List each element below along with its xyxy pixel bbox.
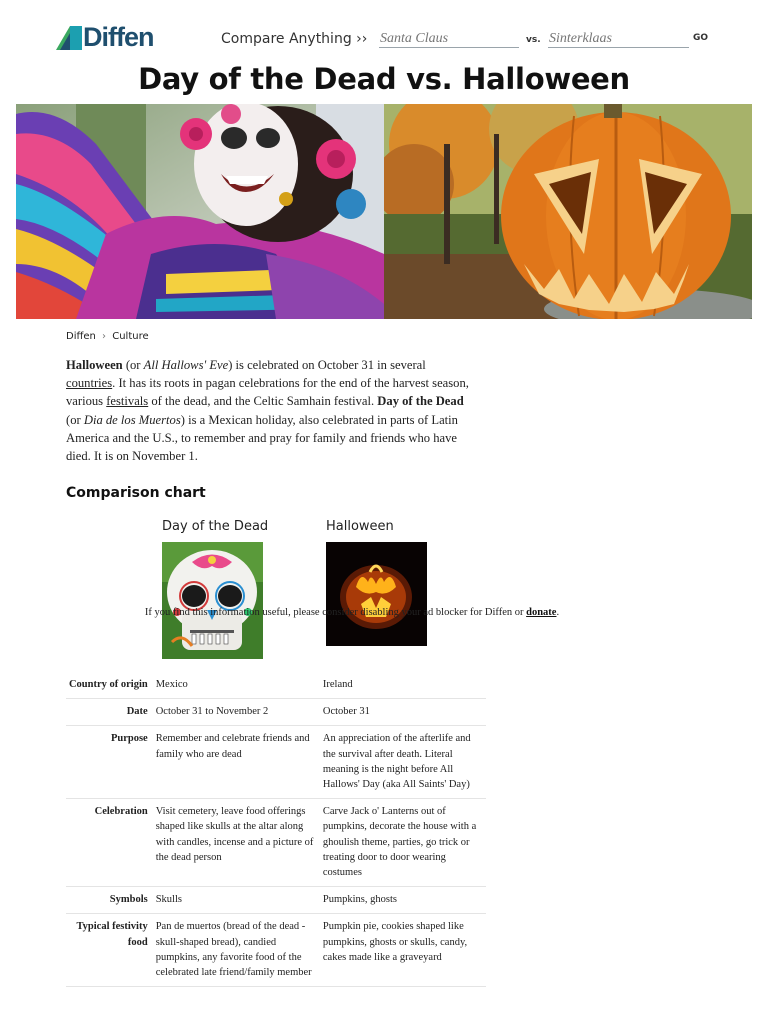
cell-day-of-the-dead: Pan de muertos (bread of the dead - skull-shaped bread), candied pumpkins, any favorite food of the celebrated late friend/family member xyxy=(156,914,323,987)
compare-anything-label: Compare Anything ›› xyxy=(221,31,368,47)
table-row xyxy=(66,914,486,987)
adblock-text-end: . xyxy=(556,607,560,618)
row-label[interactable]: Purpose xyxy=(66,726,156,799)
site-header xyxy=(0,0,768,62)
cell-halloween: Ireland xyxy=(323,672,486,699)
table-row xyxy=(66,799,486,887)
halloween-pumpkin-hero-photo xyxy=(384,104,752,319)
vs-label: vs. xyxy=(526,35,541,45)
hero-image xyxy=(16,104,752,319)
intro-text: ) is celebrated on October 31 in several xyxy=(228,358,426,372)
intro-text: ) is a Mexican holiday, also celebrated in parts of Latin America and the U.S., to remember and pray for family and friends who have died. It is on November 1. xyxy=(66,412,458,464)
adblock-notice xyxy=(0,607,676,618)
intro-text: of the dead, and the Celtic Samhain festival. xyxy=(148,394,378,409)
donate-link[interactable]: donate xyxy=(526,607,557,618)
intro-term-halloween: Halloween xyxy=(66,358,123,372)
logo-text: Diffen xyxy=(83,22,154,52)
cell-day-of-the-dead: Mexico xyxy=(156,672,323,699)
cell-halloween: Carve Jack o' Lanterns out of pumpkins, decorate the house with a ghoulish theme, parties, go trick or treating door to door wearing costumes xyxy=(323,799,486,887)
cell-halloween: Pumpkins, ghosts xyxy=(323,887,486,914)
intro-paragraph xyxy=(66,356,474,465)
sugar-skull-thumbnail[interactable] xyxy=(162,542,263,659)
row-label[interactable]: Country of origin xyxy=(66,672,156,699)
intro-alias-day-of-the-dead: Dia de los Muertos xyxy=(83,412,181,427)
cell-day-of-the-dead: Remember and celebrate friends and family who are dead xyxy=(156,726,323,799)
table-row xyxy=(66,726,486,799)
logo-mark-icon xyxy=(56,24,82,50)
row-label[interactable]: Celebration xyxy=(66,799,156,887)
row-label[interactable]: Symbols xyxy=(66,887,156,914)
table-row xyxy=(66,699,486,726)
intro-alias-halloween: All Hallows' Eve xyxy=(143,358,229,372)
intro-term-day-of-the-dead: Day of the Dead xyxy=(377,394,464,409)
table-row xyxy=(66,887,486,914)
cell-halloween: October 31 xyxy=(323,699,486,726)
comparison-table xyxy=(66,672,486,987)
cell-day-of-the-dead: Skulls xyxy=(156,887,323,914)
intro-text: (or xyxy=(122,358,144,372)
cell-day-of-the-dead: Visit cemetery, leave food offerings shaped like skulls at the altar along with candles, incense and a picture of the dead person xyxy=(156,799,323,887)
breadcrumb-item-diffen[interactable]: Diffen xyxy=(66,331,96,342)
column-heading-day-of-the-dead[interactable]: Day of the Dead xyxy=(162,519,269,534)
row-label[interactable]: Date xyxy=(66,699,156,726)
cell-halloween: An appreciation of the afterlife and the survival after death. Literal meaning is the night before All Hallows' Day (aka All Saints' Day) xyxy=(323,726,486,799)
page-title: Day of the Dead vs. Halloween xyxy=(138,62,630,96)
cell-halloween: Pumpkin pie, cookies shaped like pumpkins, ghosts or skulls, candy, cakes made like a graveyard xyxy=(323,914,486,987)
diffen-logo[interactable] xyxy=(56,24,154,50)
breadcrumb xyxy=(66,331,152,342)
intro-text: (or xyxy=(66,412,84,427)
column-heading-halloween[interactable]: Halloween xyxy=(326,519,394,534)
festivals-link[interactable]: festivals xyxy=(106,394,149,409)
compare-item-a-input[interactable] xyxy=(379,30,519,48)
intro-text: . It has its roots in pagan celebrations for the end of the harvest season, various xyxy=(66,376,469,409)
compare-item-b-input[interactable] xyxy=(548,30,689,48)
cell-day-of-the-dead: October 31 to November 2 xyxy=(156,699,323,726)
row-label[interactable]: Typical festivity food xyxy=(66,914,156,987)
adblock-text: If you find this information useful, please consider disabling your ad blocker for Diffen or xyxy=(144,607,527,618)
go-button[interactable]: GO xyxy=(693,33,709,43)
comparison-chart-heading: Comparison chart xyxy=(66,485,206,501)
day-of-the-dead-hero-photo xyxy=(16,104,384,319)
table-row xyxy=(66,672,486,699)
breadcrumb-separator: › xyxy=(102,331,107,342)
jack-o-lantern-thumbnail[interactable] xyxy=(326,542,427,646)
breadcrumb-item-culture[interactable]: Culture xyxy=(112,331,149,342)
countries-link[interactable]: countries xyxy=(66,376,113,391)
